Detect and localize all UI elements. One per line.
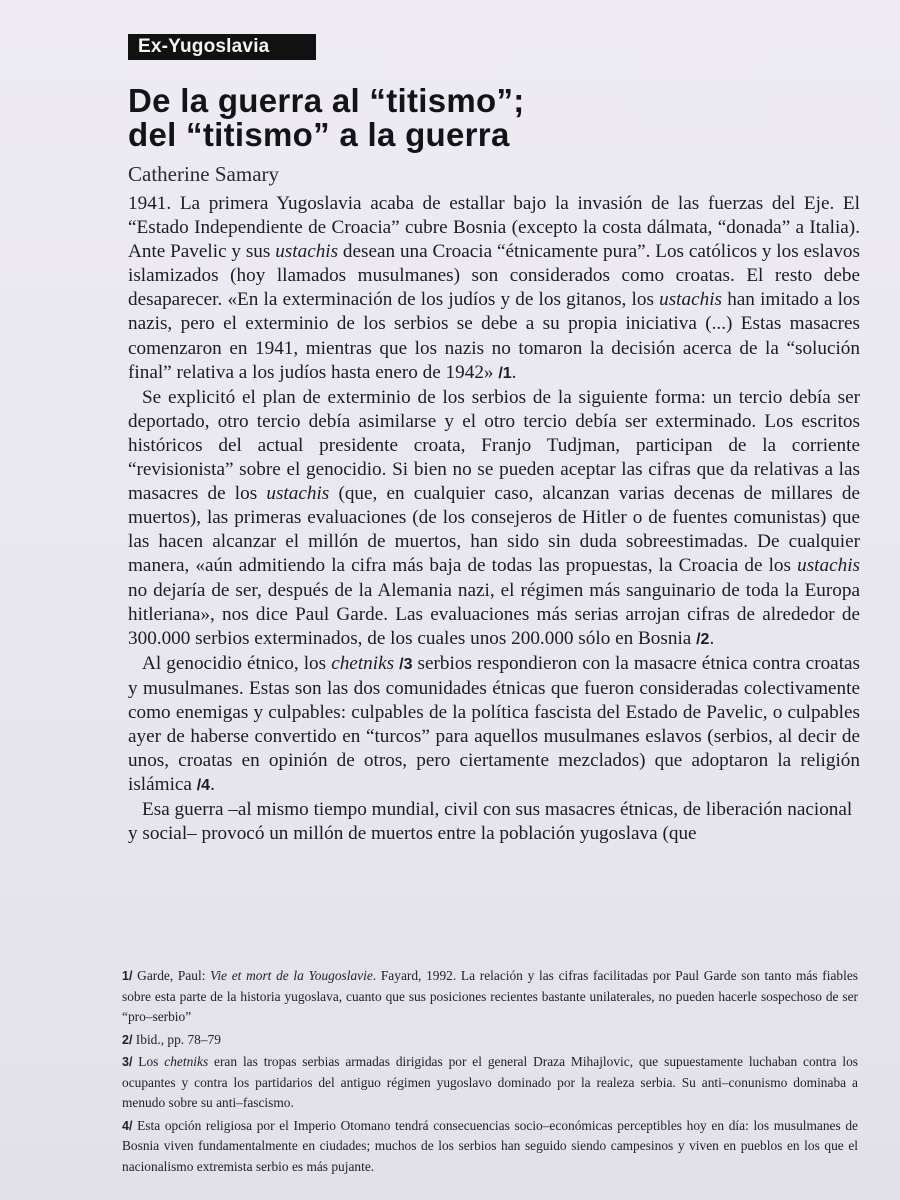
footnote-number: 4/ xyxy=(122,1118,133,1133)
text-run: Al genocidio étnico, los xyxy=(142,652,332,674)
text-run: Los xyxy=(132,1054,165,1069)
text-run: serbios respondieron con la masacre étnica contra croatas y musulmanes. Estas son las dos comunidades étnicas que fueron consideradas colectivamente como enemigas y culpables: culpables de la política fascista del Estado de Pavelic, o culpables ayer de haberse convertido en “turcos” para aquellos musulmanes eslavos (serbios, al decir de unos, croatas en opinión de otros, pero ciertamente mezclados) que adoptaron la religión islámica xyxy=(128,652,861,796)
text-run: Esa guerra –al mismo tiempo mundial, civil con sus masacres étnicas, de liberación nacional y social– provocó un millón de muertos entre la población yugoslava (que xyxy=(128,799,853,845)
title-line-2: del “titismo” a la guerra xyxy=(128,116,510,153)
text-run: (que, en cualquier caso, alcanzan varias decenas de millares de muertos), las primeras evaluaciones (de los consejeros de Hitler o de fuentes comunistas) que las hacen alcanzar el millón de muertos, han sido sin duda sobreestimadas. De cualquier manera, «aún admitiendo la cifra más baja de todas las propuestas, la Croacia de los xyxy=(128,483,860,577)
footnote-ref: /1 xyxy=(498,364,512,382)
text-run: han imitado a los nazis, pero el exterminio de los serbios se debe a su propia iniciativa (...) Estas masacres comenzaron en 1941, mientras que los nazis no tomaron la decisión acerca de la “solución final” relativa a los judíos hasta enero de 1942» xyxy=(128,289,860,383)
footnote xyxy=(122,966,858,1028)
italic-term: ustachis xyxy=(797,555,860,577)
article-body xyxy=(128,192,860,847)
text-run: eran las tropas serbias armadas dirigidas por el general Draza Mihajlovic, que supuestamente luchaban contra los ocupantes y contra los partidarios del antiguo régimen yugoslavo dominado por la realeza serbia. Su anti–conunismo dominaba a menudo sobre su anti–fascismo. xyxy=(122,1054,858,1110)
text-run: Ibid., pp. 78–79 xyxy=(132,1031,221,1047)
text-run: desean una Croacia “étnicamente pura”. Los católicos y los eslavos islamizados (hoy llamados musulmanes) son considerados como croatas. El resto debe desaparecer. «En la exterminación de los judíos y de los gitanos, los xyxy=(128,241,860,311)
footnote xyxy=(122,1052,858,1114)
footnote-number: 2/ xyxy=(122,1032,133,1047)
footnote-ref: /4 xyxy=(196,777,211,795)
italic-term: ustachis xyxy=(266,483,330,505)
footnote xyxy=(122,1116,858,1178)
paragraph xyxy=(128,386,860,652)
title-line-1: De la guerra al “titismo”; xyxy=(128,82,525,119)
footnote xyxy=(122,1030,858,1051)
author-name: Catherine Samary xyxy=(128,162,280,186)
footnote-ref: /2 xyxy=(696,630,710,648)
text-run: . Fayard, 1992. La relación y las cifras facilitadas por Paul Garde son tanto más fiables sobre esta parte de la historia yugoslava, cuanto que sus posiciones recientes bastante unilaterales, no pueden hacerle sospechoso de ser “pro–serbio” xyxy=(122,968,858,1024)
paragraph xyxy=(128,798,860,846)
text-run: Esta opción religiosa por el Imperio Otomano tendrá consecuencias socio–económicas perceptibles hoy en día: los musulmanes de Bosnia viven fundamentalmente en ciudades; muchos de los serbios han seguido siendo campesinos y viven en pueblos en los que el nacionalismo extremista serbio es más pujante. xyxy=(122,1117,858,1174)
italic-term: chetniks xyxy=(164,1054,209,1069)
italic-term: Vie et mort de la Yougoslavie xyxy=(210,968,373,983)
footnotes xyxy=(122,966,858,1179)
text-run: 1941. La primera Yugoslavia acaba de estallar bajo la invasión de las fuerzas del Eje. El “Estado Independiente de Croacia” cubre Bosnia (excepto la costa dálmata, “donada” a Italia). Ante Pavelic y sus xyxy=(128,193,860,263)
italic-term: ustachis xyxy=(659,289,723,311)
text-run: Se explicitó el plan de exterminio de los serbios de la siguiente forma: un tercio debía ser deportado, otro tercio debía asimilarse y el otro tercio debía ser exterminado. Los escritos históricos del actual presidente croata, Franjo Tudjman, participan de la corriente “revisionista” sobre el genocidio. Si bien no se pueden aceptar las cifras que da relativas a las masacres de los xyxy=(128,386,860,505)
footnote-number: 3/ xyxy=(122,1055,133,1069)
italic-term: chetniks xyxy=(331,652,395,674)
text-run: . xyxy=(709,627,715,649)
footnote-ref: /3 xyxy=(399,655,413,673)
text-run: Garde, Paul: xyxy=(132,968,211,983)
section-tag: Ex-Yugoslavia xyxy=(128,34,316,60)
text-run: . xyxy=(210,774,215,796)
article-title xyxy=(128,84,828,152)
text-run: . xyxy=(511,361,517,383)
paragraph xyxy=(128,652,860,799)
text-run: no dejaría de ser, después de la Alemania nazi, el régimen más sanguinario de toda la Europa hitleriana», nos dice Paul Garde. Las evaluaciones más serias arrojan cifras de alrededor de 300.000 serbios exterminados, de los cuales unos 200.000 sólo en Bosnia xyxy=(128,579,860,649)
paragraph xyxy=(128,192,860,386)
italic-term: ustachis xyxy=(275,241,339,263)
footnote-number: 1/ xyxy=(122,969,133,983)
